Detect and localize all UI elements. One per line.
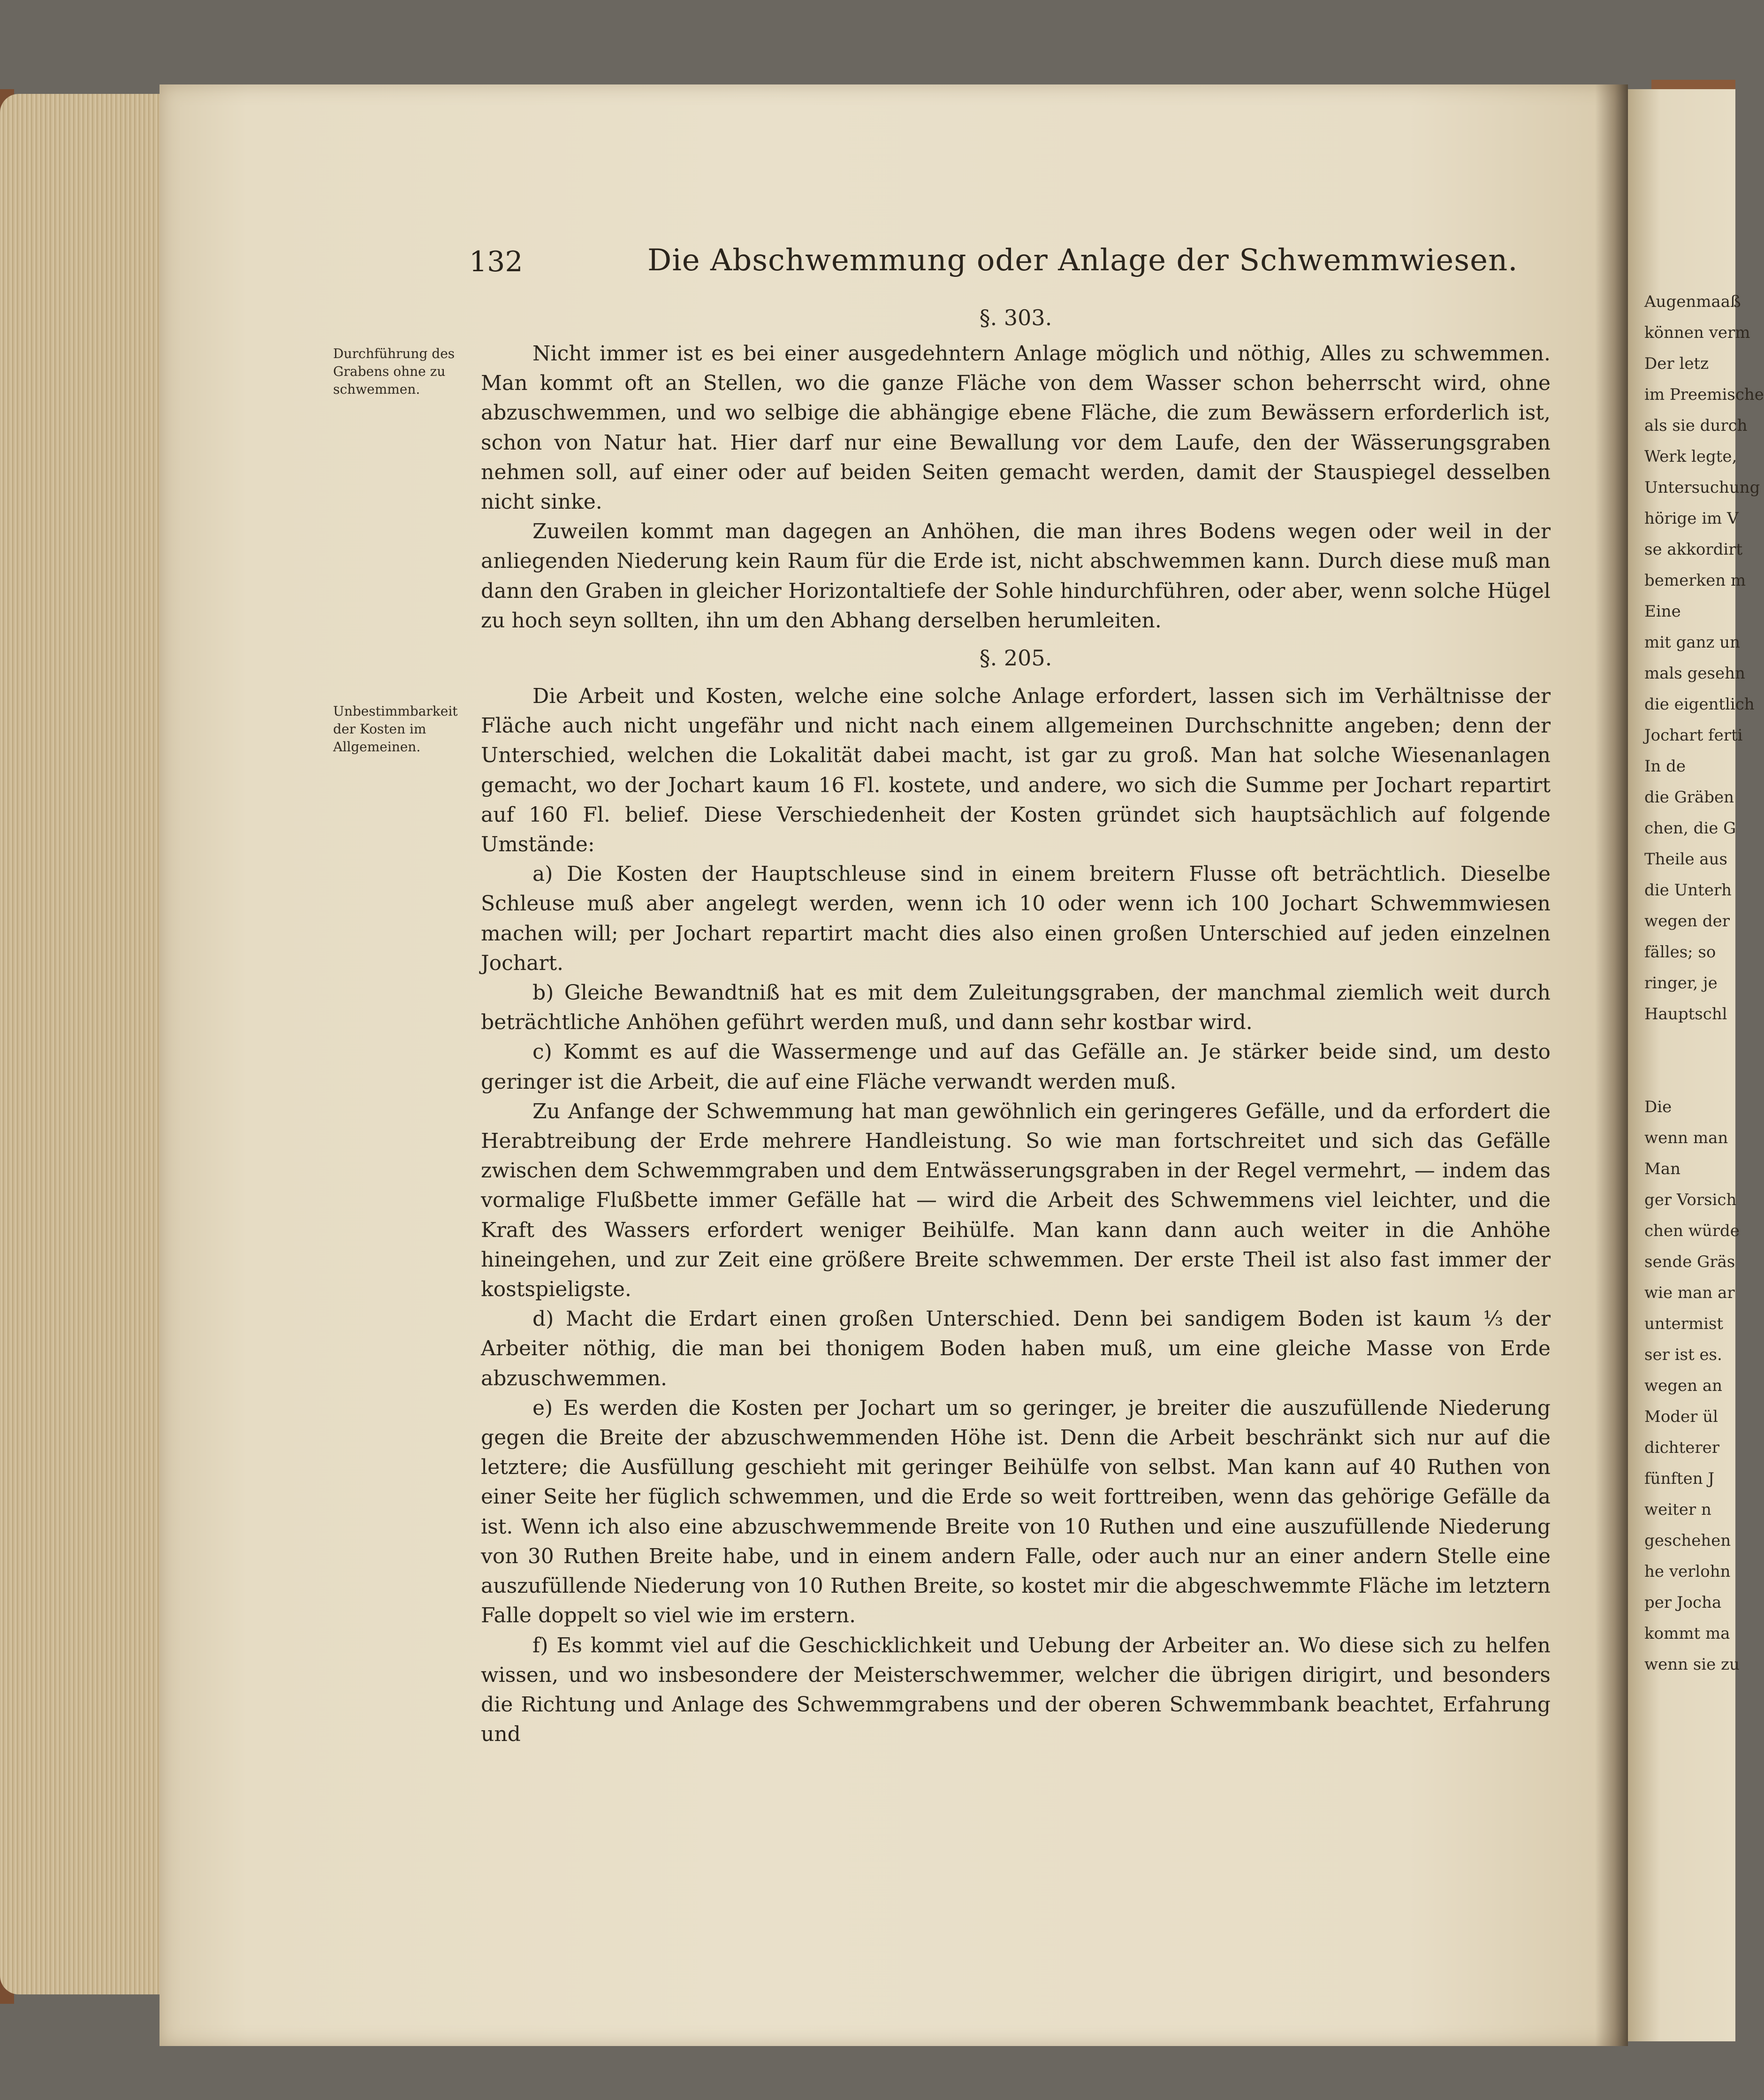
right-page-line: Die <box>1644 1098 1672 1116</box>
right-page-line: als sie durch <box>1644 416 1748 435</box>
right-page-line: Hauptschl <box>1644 1005 1727 1023</box>
right-page-line: dichterer <box>1644 1438 1719 1457</box>
right-page-line: chen, die G <box>1644 819 1736 838</box>
right-page-line: mals gesehn <box>1644 664 1745 683</box>
right-page-text <box>1644 286 1764 1680</box>
section-body <box>481 339 1551 635</box>
right-page-line: fälles; so <box>1644 943 1716 962</box>
right-page-line: untermist <box>1644 1314 1724 1333</box>
right-page-line: wenn sie zu <box>1644 1655 1740 1674</box>
right-page-line: per Jocha <box>1644 1593 1722 1612</box>
list-item: c) Kommt es auf die Wassermenge und auf das Gefälle an. Je stärker beide sind, um desto geringer ist die Arbeit, die auf eine Fläche verwandt werden muß. <box>481 1040 1551 1094</box>
right-page-line: kommt ma <box>1644 1624 1730 1643</box>
book-gutter <box>1595 84 1628 2046</box>
page-edges-left <box>0 94 174 1994</box>
right-page-line <box>1644 1061 1734 1092</box>
right-page-line: bemerken m <box>1644 571 1746 590</box>
right-page-line: die Unterh <box>1644 881 1732 900</box>
list-item: d) Macht die Erdart einen großen Unterschied. Denn bei sandigem Boden ist kaum ⅓ der Arbeiter nöthig, die man bei thonigem Boden haben muß, um eine gleiche Masse von Erde abzuschwemmen. <box>481 1307 1551 1390</box>
list-item: b) Gleiche Bewandtniß hat es mit dem Zuleitungsgraben, der manchmal ziemlich weit durch beträchtliche Anhöhen geführt werden muß, und dann sehr kostbar wird. <box>481 981 1551 1035</box>
right-page-line: fünften J <box>1644 1469 1715 1488</box>
right-page-line: wenn man <box>1644 1129 1728 1147</box>
right-page-line: die Gräben <box>1644 788 1734 807</box>
right-page-line: se akkordirt <box>1644 540 1743 559</box>
section-number: §. 205. <box>979 645 1052 671</box>
right-page-line: Der letz <box>1644 354 1709 373</box>
paragraph: Zuweilen kommt man dagegen an Anhöhen, die man ihres Bodens wegen oder weil in der anliegenden Niederung kein Raum für die Erde ist, nicht abschwemmen kann. Durch diese muß man dann den Graben in gleicher Horizontaltiefe der Sohle hindurchführen, oder aber, wenn solche Hügel zu hoch seyn sollten, ihn um den Abhang derselben herumleiten. <box>481 519 1551 633</box>
right-page-line: Werk legte, <box>1644 447 1737 466</box>
right-page-line: he verlohn <box>1644 1562 1731 1581</box>
right-page-line: ger Vorsich <box>1644 1191 1737 1209</box>
margin-note: Unbestimmbarkeit der Kosten im Allgemeinen. <box>333 703 458 755</box>
paragraph: Nicht immer ist es bei einer ausgedehntern Anlage möglich und nöthig, Alles zu schwemmen. Man kommt oft an Stellen, wo die ganze Fläche von dem Wasser schon beherrscht wird, ohne abzuschwemmen, und wo selbige die abhängige ebene Fläche, die zum Bewässern erforderlich ist, schon von Natur hat. Hier darf nur eine Bewallung vor dem Laufe, den der Wässerungsgraben nehmen soll, auf einer oder auf beiden Seiten gemacht werden, damit der Stauspiegel desselben nicht sinke. <box>481 342 1551 514</box>
right-page-line: ringer, je <box>1644 974 1718 993</box>
right-page-line: Untersuchung <box>1644 478 1760 497</box>
right-page-line: weiter n <box>1644 1500 1711 1519</box>
page-number: 132 <box>469 245 523 278</box>
section-body <box>481 681 1551 1749</box>
list-item: e) Es werden die Kosten per Jochart um so geringer, je breiter die auszufüllende Niederung gegen die Breite der abzuschwemmenden Höhe ist. Denn die Arbeit beschränkt sich nur auf die letztere; die Ausfüllung geschieht mit geringer Beihülfe von selbst. Man kann auf 40 Ruthen von einer Seite her füglich schwemmen, und die Erde so weit forttreiben, wenn das gehörige Gefälle da ist. Wenn ich also eine abzuschwemmende Breite von 10 Ruthen und eine auszufüllende Niederung von 30 Ruthen Breite habe, und in einem andern Falle, oder auch nur an einer andern Stelle eine auszufüllende Niederung von 10 Ruthen Breite, so kostet mir die abgeschwemmte Fläche im letztern Falle doppelt so viel wie im erstern. <box>481 1396 1551 1628</box>
right-page-line: Augenmaaß <box>1644 292 1741 311</box>
paragraph: Zu Anfange der Schwemmung hat man gewöhnlich ein geringeres Gefälle, und da erfordert die Herabtreibung der Erde mehrere Handleistung. So wie man fortschreitet und sich das Gefälle zwischen dem Schwemmgraben und dem Entwässerungsgraben in der Regel vermehrt, — indem das vormalige Flußbette immer Gefälle hat — wird die Arbeit des Schwemmens viel leichter, und die Kraft des Wassers erfordert weniger Beihülfe. Man kann dann auch weiter in die Anhöhe hineingehen, und zur Zeit eine größere Breite schwemmen. Der erste Theil ist also fast immer der kostspieligste. <box>481 1099 1551 1302</box>
right-page-line: Jochart ferti <box>1644 726 1743 745</box>
running-title: Die Abschwemmung oder Anlage der Schwemmwiesen. <box>647 243 1518 278</box>
right-page-line: Eine <box>1644 602 1681 621</box>
margin-note: Durchführung des Grabens ohne zu schwemmen. <box>333 346 455 397</box>
right-page-line: Theile aus <box>1644 850 1727 869</box>
right-page-line: können verm <box>1644 323 1750 342</box>
list-item: f) Es kommt viel auf die Geschicklichkeit und Uebung der Arbeiter an. Wo diese sich zu helfen wissen, und wo insbesondere der Meisterschwemmer, welcher die übrigen dirigirt, und besonders die Richtung und Anlage des Schwemmgrabens und der oberen Schwemmbank beachtet, Erfahrung und <box>481 1633 1551 1747</box>
right-page-line: im Preemische <box>1644 385 1764 404</box>
paragraph: Die Arbeit und Kosten, welche eine solche Anlage erfordert, lassen sich im Verhältnisse der Fläche auch nicht ungefähr und nicht nach einem allgemeinen Durchschnitte angeben; denn der Unterschied, welchen die Lokalität dabei macht, ist gar zu groß. Man hat solche Wiesenanlagen gemacht, wo der Jochart kaum 16 Fl. kostete, und andere, wo sich die Summe per Jochart repartirt auf 160 Fl. belief. Diese Verschiedenheit der Kosten gründet sich hauptsächlich auf folgende Umstände: <box>481 684 1551 857</box>
right-page-line: mit ganz un <box>1644 633 1741 652</box>
right-page-line: geschehen <box>1644 1531 1731 1550</box>
right-page-line: Moder ül <box>1644 1407 1718 1426</box>
right-page-line: chen würde <box>1644 1222 1740 1240</box>
right-page-line: wegen der <box>1644 912 1730 931</box>
right-page-line: wegen an <box>1644 1376 1722 1395</box>
right-page-line: Man <box>1644 1160 1680 1178</box>
right-page-line: ser ist es. <box>1644 1345 1722 1364</box>
right-page-line: die eigentlich <box>1644 695 1755 714</box>
right-page-line: hörige im V <box>1644 509 1739 528</box>
right-page-line: In de <box>1644 757 1686 776</box>
right-page-line: wie man ar <box>1644 1283 1735 1302</box>
right-page-line: sende Gräs <box>1644 1252 1735 1271</box>
list-item: a) Die Kosten der Hauptschleuse sind in einem breitern Flusse oft beträchtlich. Dieselbe Schleuse muß aber angelegt werden, wenn ich 10 oder wenn ich 100 Jochart Schwemmwiesen machen will; per Jochart repartirt macht dies also einen großen Unterschied auf jeden einzelnen Jochart. <box>481 862 1551 975</box>
right-page-line <box>1644 1030 1734 1061</box>
section-number: §. 303. <box>979 305 1052 330</box>
